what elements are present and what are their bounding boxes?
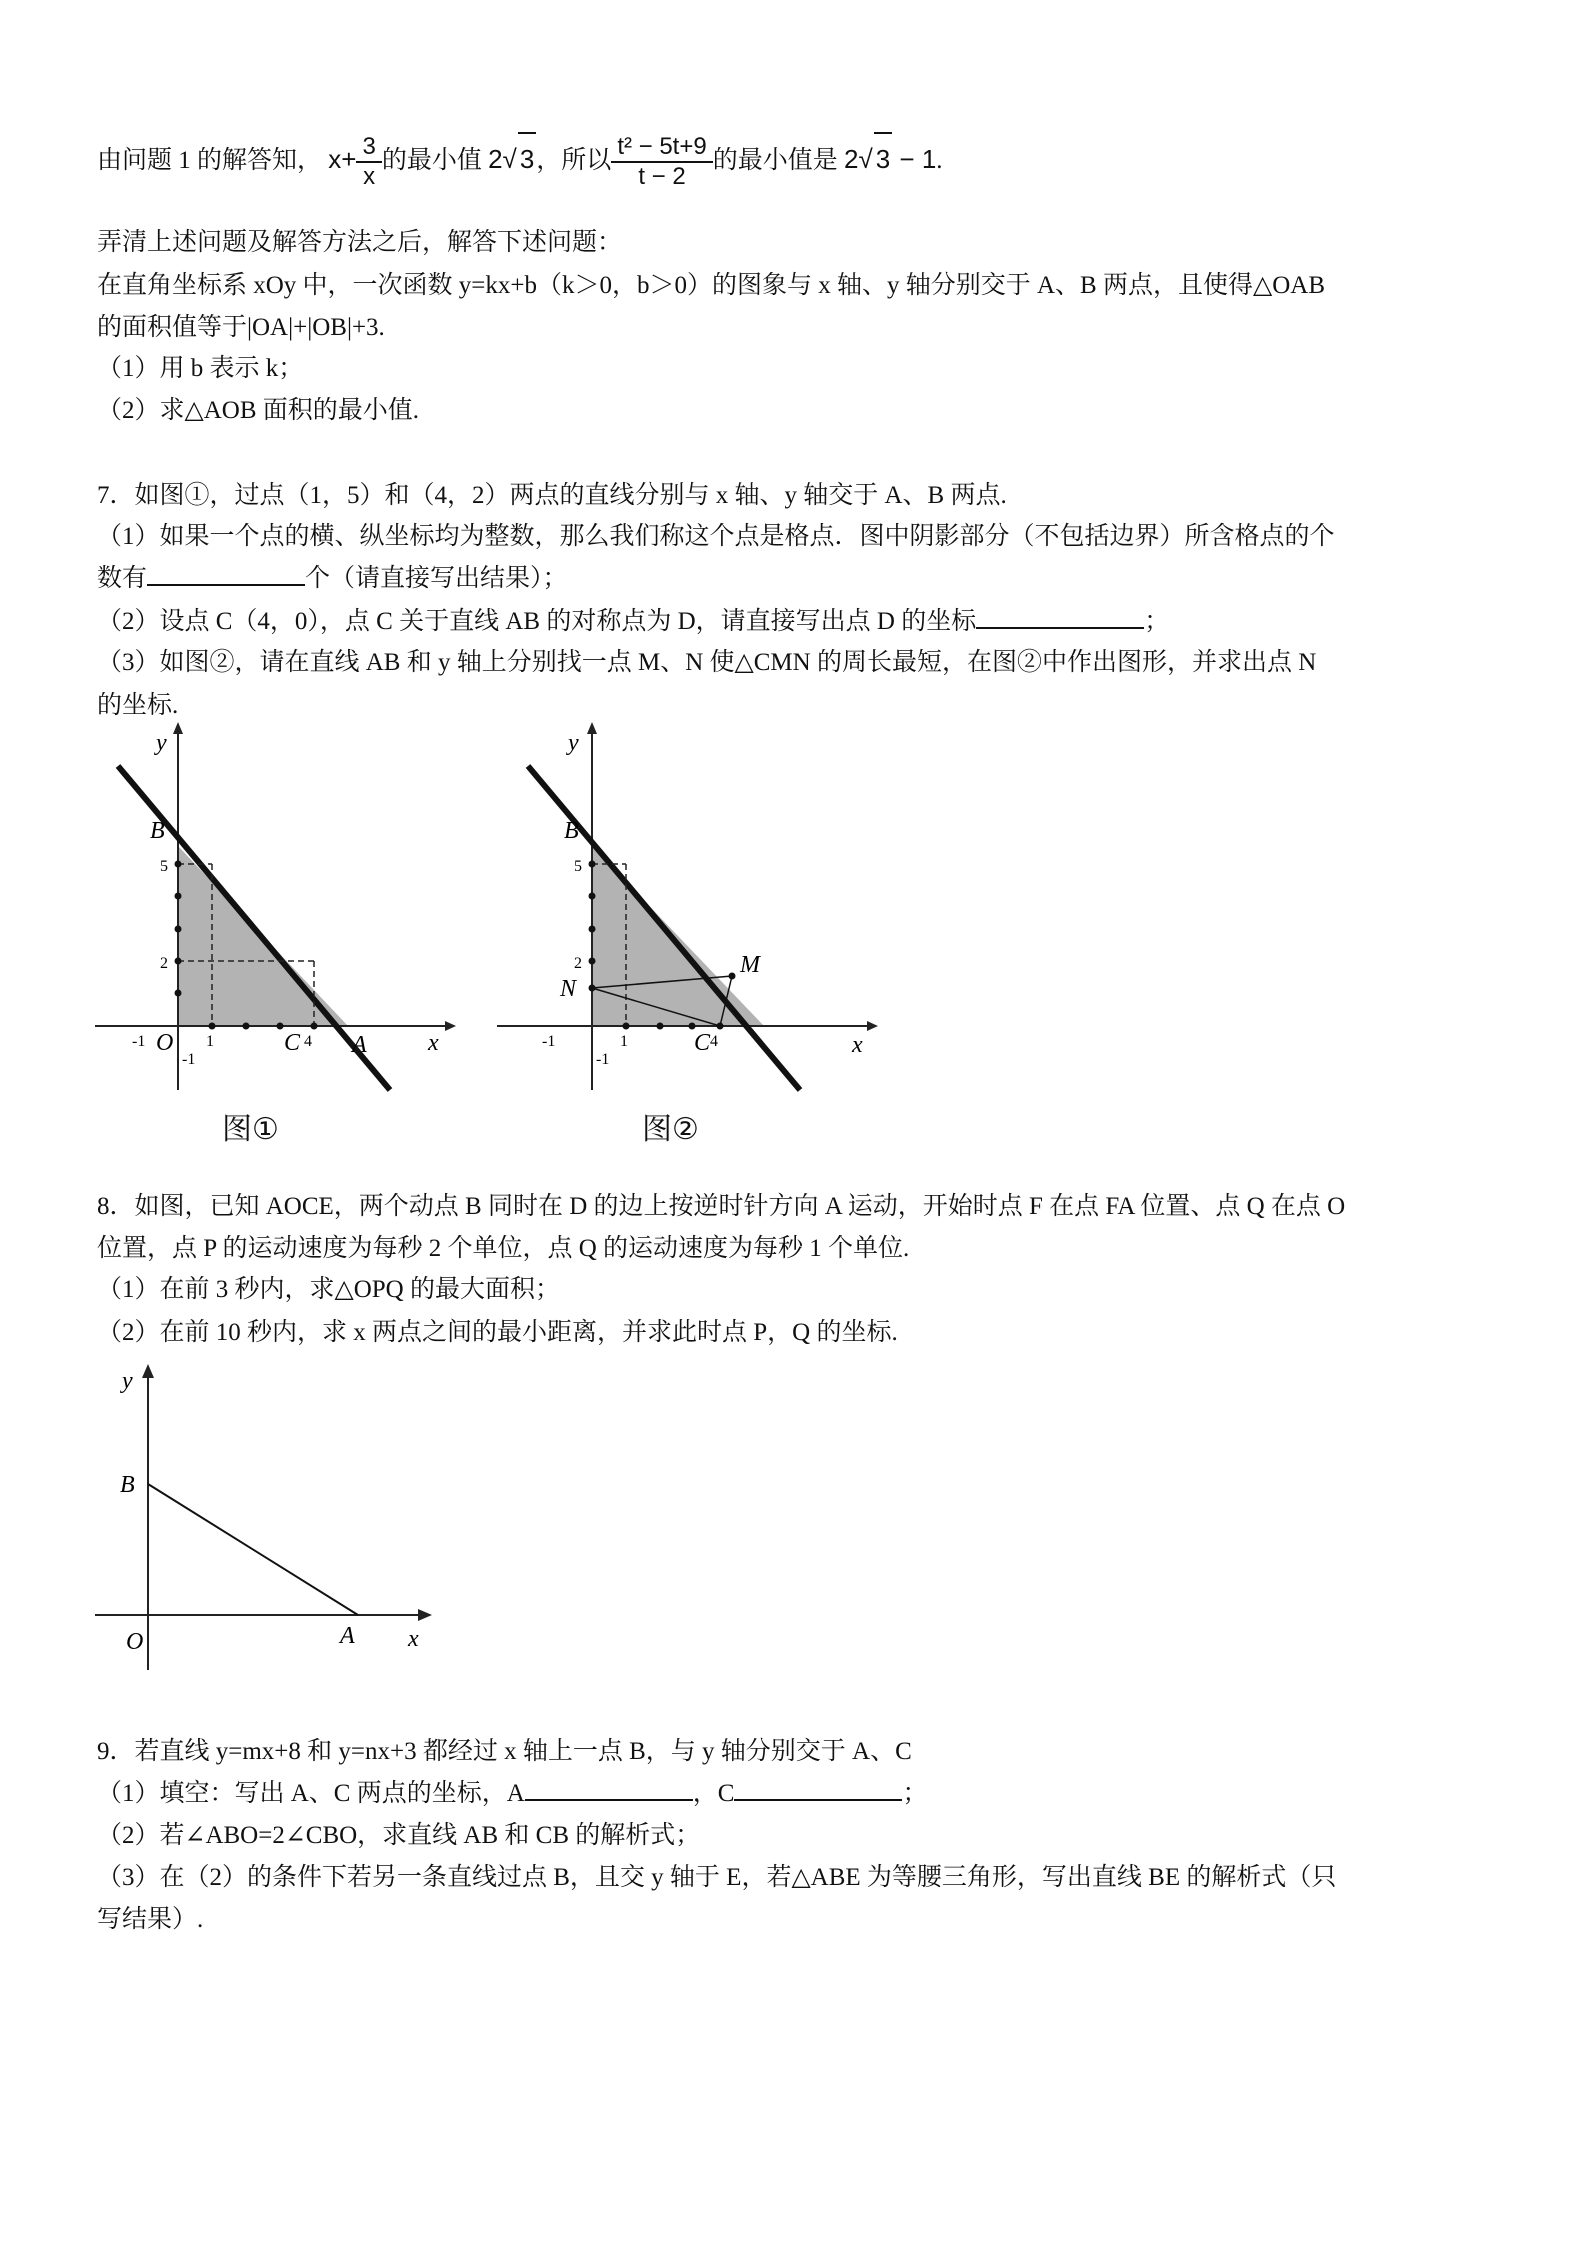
intro-end: . <box>936 147 943 174</box>
label-y: y <box>156 730 167 756</box>
figure-2-caption: 图② <box>642 1113 699 1146</box>
coef-2b: 2 <box>843 144 859 174</box>
q6-line-4: （1）用 b 表示 k； <box>97 355 304 382</box>
tick-5: 5 <box>574 858 582 875</box>
q9-line-1: 9．若直线 y=mx+8 和 y=nx+3 都经过 x 轴上一点 B，与 y 轴分别交于 A、C <box>97 1738 912 1765</box>
tick-1: 1 <box>206 1033 214 1050</box>
fraction-denominator-2: t − 2 <box>638 163 686 191</box>
q8-line-4: （2）在前 10 秒内，求 x 两点之间的最小距离，并求此时点 P，Q 的坐标. <box>97 1319 898 1346</box>
q9-l2-start: （1）填空：写出 A、C 两点的坐标，A <box>97 1780 525 1807</box>
label-m: M <box>740 952 760 978</box>
label-x: x <box>408 1626 419 1652</box>
q7-line-3 <box>97 561 1507 597</box>
q6-line-2: 在直角坐标系 xOy 中，一次函数 y=kx+b（k＞0，b＞0）的图象与 x 轴、y 轴分别交于 A、B 两点，且使得△OAB <box>97 272 1325 299</box>
figure-1-caption: 图① <box>222 1113 279 1146</box>
q9-line-4: （3）在（2）的条件下若另一条直线过点 B，且交 y 轴于 E，若△ABE 为等腰三角形，写出直线 BE 的解析式（只 <box>97 1864 1337 1891</box>
radicand: 3 <box>518 132 536 184</box>
two-root-three: 2√ 3 <box>488 144 536 174</box>
q8-line-2: 位置，点 P 的运动速度为每秒 2 个单位，点 Q 的运动速度为每秒 1 个单位. <box>97 1235 910 1262</box>
q7-l3-end: 个（请直接写出结果）； <box>305 565 568 592</box>
fraction-denominator: x <box>363 163 376 191</box>
label-x: x <box>428 1030 439 1056</box>
q7-line-1: 7．如图①，过点（1，5）和（4，2）两点的直线分别与 x 轴、y 轴交于 A、B 两点. <box>97 482 1007 509</box>
coef-2: 2 <box>488 144 503 174</box>
q7-l4-start: （2）设点 C（4，0），点 C 关于直线 AB 的对称点为 D，请直接写出点 D 的坐标 <box>97 608 977 635</box>
tick-minus-1-y: -1 <box>596 1051 610 1068</box>
answer-blank-point-a[interactable] <box>525 1799 693 1801</box>
y-axis-arrow <box>173 722 183 734</box>
two-root-three-minus-one: 2√ 3 − 1 <box>844 144 936 174</box>
label-o: O <box>126 1629 144 1655</box>
label-c: C <box>284 1030 301 1056</box>
q6-line-5: （2）求△AOB 面积的最小值. <box>97 397 420 424</box>
q9-line-5: 写结果）. <box>97 1906 204 1933</box>
line-ab <box>528 766 800 1090</box>
x-axis-arrow <box>445 1021 456 1031</box>
label-a: A <box>340 1623 355 1649</box>
q6-line-1: 弄清上述问题及解答方法之后，解答下述问题： <box>97 229 623 256</box>
intro-text-min2: 的最小值是 <box>712 147 838 174</box>
q9-line-3: （2）若∠ABO=2∠CBO，求直线 AB 和 CB 的解析式； <box>97 1822 701 1849</box>
fraction-3-over-x <box>356 133 381 191</box>
intro-line <box>97 132 1507 191</box>
x-plus: x+ <box>328 144 357 174</box>
intro-text-min: 的最小值 <box>381 147 482 174</box>
label-b: B <box>150 818 165 844</box>
y-axis-arrow <box>587 722 597 734</box>
tick-1: 1 <box>620 1033 628 1050</box>
tick-5: 5 <box>160 858 168 875</box>
label-x: x <box>852 1032 863 1058</box>
answer-blank-point-c[interactable] <box>734 1799 902 1801</box>
radicand-b: 3 <box>874 132 892 184</box>
q7-line-6: 的坐标. <box>97 692 179 719</box>
tick-minus-1-x: -1 <box>542 1033 556 1050</box>
x-axis-arrow <box>418 1609 432 1621</box>
fraction-quadratic <box>611 133 712 191</box>
q8-line-1: 8．如图，已知 AOCE，两个动点 B 同时在 D 的边上按逆时针方向 A 运动，开始时点 F 在点 FA 位置、点 Q 在点 O <box>97 1193 1346 1220</box>
q9-l2-end: ； <box>902 1780 928 1807</box>
label-y: y <box>568 730 579 756</box>
figure-1 <box>90 720 460 1100</box>
tick-minus-1-x: -1 <box>132 1033 146 1050</box>
y-axis-arrow <box>142 1364 154 1378</box>
q9-l2-mid: ，C <box>692 1780 735 1807</box>
tick-4: 4 <box>710 1033 718 1050</box>
answer-blank-lattice-count[interactable] <box>147 584 305 586</box>
q7-line-5: （3）如图②，请在直线 AB 和 y 轴上分别找一点 M、N 使△CMN 的周长最短，在图②中作出图形，并求出点 N <box>97 649 1317 676</box>
q6-line-3: 的面积值等于|OA|+|OB|+3. <box>97 314 385 341</box>
intro-text-start: 由问题 1 的解答知， <box>97 147 323 174</box>
label-b: B <box>120 1472 135 1498</box>
label-b: B <box>564 818 579 844</box>
answer-blank-point-d[interactable] <box>976 627 1144 629</box>
segment-ab <box>148 1484 358 1615</box>
label-o: O <box>156 1030 174 1056</box>
figure-3 <box>90 1360 440 1680</box>
label-y: y <box>122 1368 133 1394</box>
q7-line-2: （1）如果一个点的横、纵坐标均为整数，那么我们称这个点是格点．图中阴影部分（不包括边界）所含格点的个 <box>97 523 1335 550</box>
figure-2 <box>492 720 882 1100</box>
label-n: N <box>560 976 577 1002</box>
q7-line-4 <box>97 604 1507 640</box>
label-a: A <box>352 1032 367 1058</box>
tick-minus-1-y: -1 <box>182 1051 196 1068</box>
q7-l3-start: 数有 <box>97 565 148 592</box>
q7-l4-end: ； <box>1144 608 1170 635</box>
intro-text-so: ，所以 <box>536 147 612 174</box>
tick-2: 2 <box>160 955 168 972</box>
fraction-numerator: 3 <box>356 133 381 163</box>
tick-2: 2 <box>574 955 582 972</box>
q8-line-3: （1）在前 3 秒内，求△OPQ 的最大面积； <box>97 1276 560 1303</box>
minus-one: − 1 <box>892 144 937 174</box>
q9-line-2 <box>97 1776 1507 1812</box>
fraction-numerator-2: t² − 5t+9 <box>611 133 712 163</box>
x-axis-arrow <box>867 1021 878 1031</box>
tick-4: 4 <box>304 1033 312 1050</box>
label-c: C <box>694 1030 711 1056</box>
